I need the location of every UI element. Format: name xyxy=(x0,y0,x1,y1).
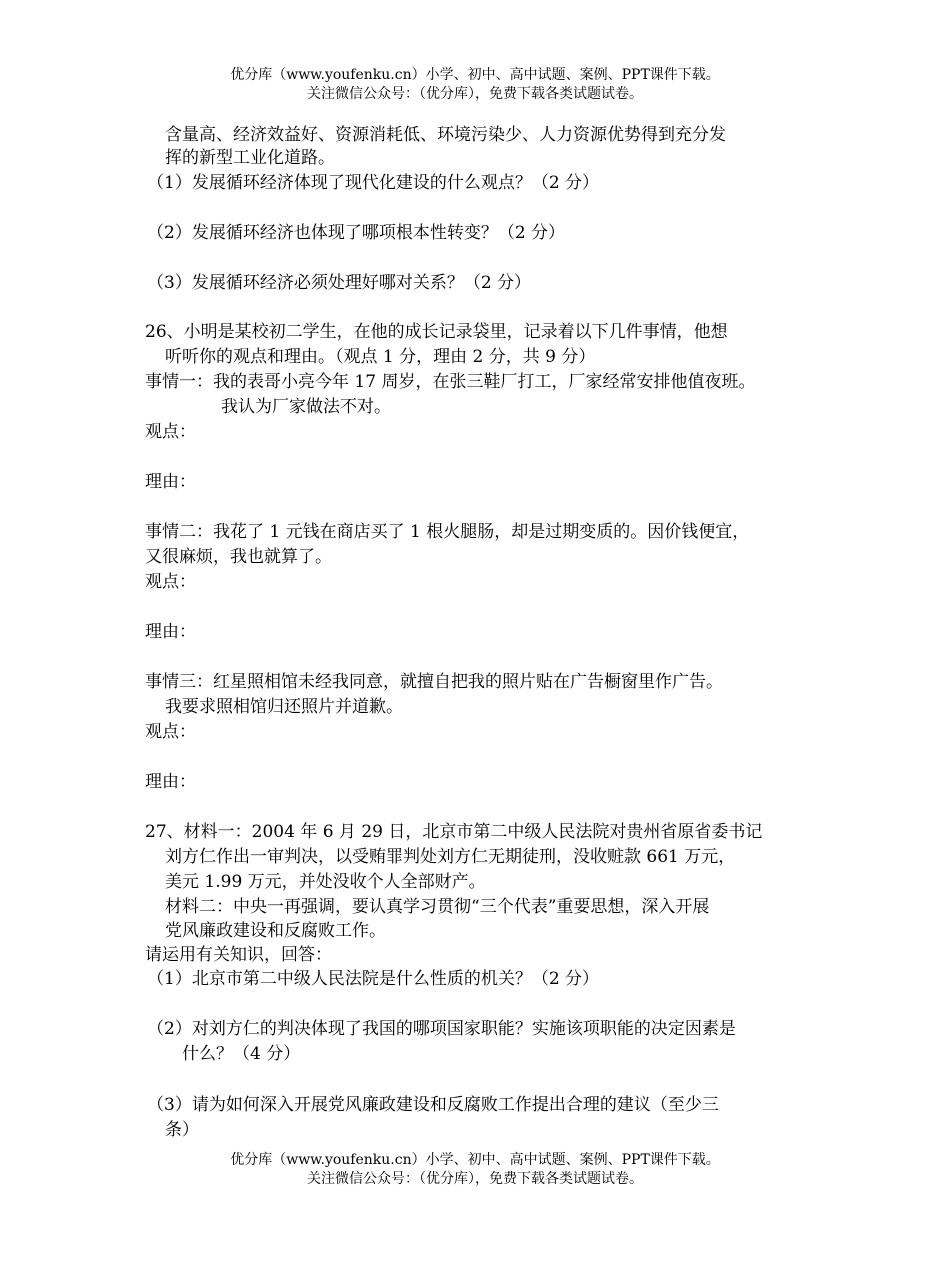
q26-stem-1: 26、小明是某校初二学生，在他的成长记录袋里，记录着以下几件事情，他想 xyxy=(145,322,728,342)
reason-label-2: 理由： xyxy=(145,622,196,642)
q27-material-1-line-1: 27、材料一：2004 年 6 月 29 日，北京市第二中级人民法院对贵州省原省委书记 xyxy=(145,822,763,842)
q27-sub-2-line-2: 什么？（4 分） xyxy=(182,1044,301,1064)
footer-line-2: 关注微信公众号：（优分库），免费下载各类试题试卷。 xyxy=(307,1171,643,1187)
q27-material-1-line-3: 美元 1.99 万元，并处没收个人全部财产。 xyxy=(165,872,486,892)
viewpoint-label-2: 观点： xyxy=(145,572,196,592)
event-2-line-1: 事情二：我花了 1 元钱在商店买了 1 根火腿肠，却是过期变质的。因价钱便宜， xyxy=(145,522,750,542)
q27-instruction: 请运用有关知识，回答： xyxy=(145,945,332,965)
continued-text-2: 挥的新型工业化道路。 xyxy=(165,148,335,168)
viewpoint-label-3: 观点： xyxy=(145,722,196,742)
header-line-1: 优分库（www.youfenku.cn）小学、初中、高中试题、案例、PPT课件下载。 xyxy=(230,67,720,83)
viewpoint-label-1: 观点： xyxy=(145,422,196,442)
event-2-line-2: 又很麻烦，我也就算了。 xyxy=(145,547,332,567)
reason-label-1: 理由： xyxy=(145,472,196,492)
q27-sub-2-line-1: （2）对刘方仁的判决体现了我国的哪项国家职能？实施该项职能的决定因素是 xyxy=(147,1019,736,1039)
event-1-line-1: 事情一：我的表哥小亮今年 17 周岁，在张三鞋厂打工，厂家经常安排他值夜班。 xyxy=(145,372,756,392)
q27-material-2-line-2: 党风廉政建设和反腐败工作。 xyxy=(165,921,386,941)
event-3-line-2: 我要求照相馆归还照片并道歉。 xyxy=(165,697,403,717)
reason-label-3: 理由： xyxy=(145,772,196,792)
footer-line-1: 优分库（www.youfenku.cn）小学、初中、高中试题、案例、PPT课件下载。 xyxy=(230,1152,720,1168)
q27-sub-3-line-1: （3）请为如何深入开展党风廉政建设和反腐败工作提出合理的建议（至少三 xyxy=(147,1095,719,1115)
event-1-line-2: 我认为厂家做法不对。 xyxy=(221,397,391,417)
q26-stem-2: 听听你的观点和理由。（观点 1 分，理由 2 分，共 9 分） xyxy=(165,347,596,367)
q25-sub-1: （1）发展循环经济体现了现代化建设的什么观点？（2 分） xyxy=(147,173,600,193)
q25-sub-3: （3）发展循环经济必须处理好哪对关系？（2 分） xyxy=(147,273,532,293)
continued-text-1: 含量高、经济效益好、资源消耗低、环境污染少、人力资源优势得到充分发 xyxy=(165,125,726,145)
q27-sub-1: （1）北京市第二中级人民法院是什么性质的机关？（2 分） xyxy=(147,969,600,989)
q27-sub-3-line-2: 条） xyxy=(165,1120,199,1140)
header-line-2: 关注微信公众号：（优分库），免费下载各类试题试卷。 xyxy=(307,86,643,102)
q27-material-1-line-2: 刘方仁作出一审判决，以受贿罪判处刘方仁无期徒刑，没收赃款 661 万元， xyxy=(165,847,736,867)
event-3-line-1: 事情三：红星照相馆未经我同意，就擅自把我的照片贴在广告橱窗里作广告。 xyxy=(145,672,723,692)
q27-material-2-line-1: 材料二：中央一再强调，要认真学习贯彻“三个代表”重要思想，深入开展 xyxy=(165,897,710,917)
q25-sub-2: （2）发展循环经济也体现了哪项根本性转变？（2 分） xyxy=(147,223,566,243)
